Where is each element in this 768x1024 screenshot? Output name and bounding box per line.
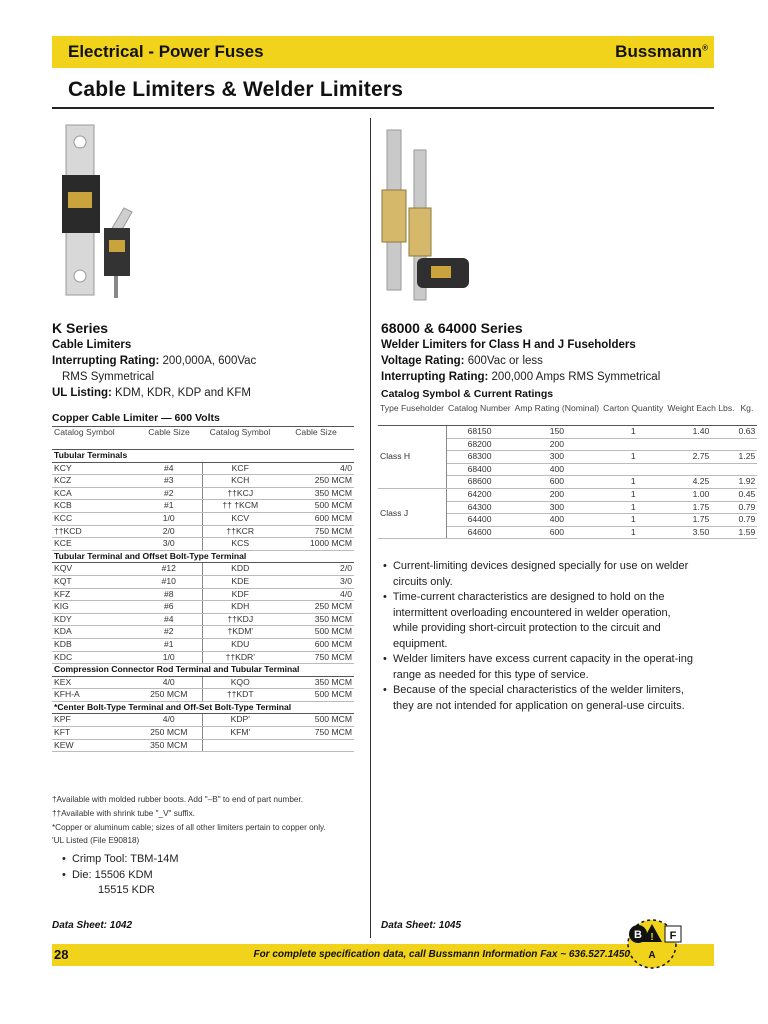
logo-letter-b: B <box>634 929 642 941</box>
table-cell: KCB <box>52 500 136 513</box>
table-cell: #10 <box>136 575 202 588</box>
list-item: • Die: 15506 KDM <box>62 868 153 881</box>
voltage-label: Voltage Rating: <box>381 355 465 367</box>
table-cell: KEX <box>52 676 136 689</box>
note-shrink-tube: ††Available with shrink tube "_V" suffix. <box>52 808 195 818</box>
table-cell: 750 MCM <box>278 727 354 740</box>
table-cell: #3 <box>136 475 202 488</box>
interrupting-label: Interrupting Rating: <box>52 355 160 367</box>
table-row <box>52 651 354 664</box>
table-cell: 2/0 <box>278 563 354 576</box>
note-ul-listed: 'UL Listed (File E90818) <box>52 836 140 846</box>
page-title: Cable Limiters & Welder Limiters <box>68 78 404 101</box>
section-label: Electrical - Power Fuses <box>68 42 264 61</box>
table-group-row <box>52 550 354 563</box>
table-cell: KDA <box>52 626 136 639</box>
table-cell: ††KDT <box>202 689 278 702</box>
table-cell: 250 MCM <box>278 475 354 488</box>
table-cell: 1.75 <box>665 514 736 527</box>
table-group-row <box>52 664 354 677</box>
table-cell: 0.45 <box>737 488 758 501</box>
table-cell: 1 <box>601 426 665 439</box>
table-cell: KQV <box>52 563 136 576</box>
page-number: 28 <box>54 947 69 962</box>
table-cell: KDB <box>52 638 136 651</box>
table-cell <box>601 438 665 451</box>
table-cell: ††KCJ <box>202 487 278 500</box>
baf-logo-icon <box>620 912 690 970</box>
table-cell: 1 <box>601 476 665 489</box>
welder-interrupting-value: 200,000 Amps RMS Symmetrical <box>491 371 661 383</box>
table-cell: 1 <box>601 526 665 539</box>
welder-series-title: 68000 & 64000 Series <box>381 320 523 336</box>
k-series-bullets <box>62 852 352 899</box>
table-cell: 200 <box>513 488 602 501</box>
table-cell: 500 MCM <box>278 500 354 513</box>
table-cell: 4/0 <box>136 714 202 727</box>
table-cell: #8 <box>136 588 202 601</box>
interrupting-value: 200,000A, 600Vac <box>162 355 257 367</box>
table-cell: KFM' <box>202 727 278 740</box>
list-item: 15515 KDR <box>98 884 155 896</box>
fuseholder-class: Class J <box>378 488 446 538</box>
table-cell: KDD <box>202 563 278 576</box>
table-group-row <box>52 450 354 463</box>
ul-value: KDM, KDR, KDP and KFM <box>115 387 251 399</box>
group-heading: *Center Bolt-Type Terminal and Off-Set Bolt-Type Terminal <box>52 701 354 714</box>
list-item: • Welder limiters have excess current capacity in the operat-ing range as needed for this type of service. <box>383 653 693 681</box>
voltage-value: 600Vac or less <box>467 355 543 367</box>
table-cell: 68400 <box>446 463 513 476</box>
table-cell <box>665 438 736 451</box>
table-cell: 68600 <box>446 476 513 489</box>
col-type-fuseholder: Type Fuseholder <box>378 403 446 426</box>
welder-limiter-table <box>378 403 757 539</box>
table-row <box>52 487 354 500</box>
table-cell: 300 <box>513 501 602 514</box>
table-row <box>52 538 354 551</box>
table-cell: KDC <box>52 651 136 664</box>
table-cell: #1 <box>136 638 202 651</box>
table-cell: 600 <box>513 526 602 539</box>
table-row <box>52 601 354 614</box>
table-cell: 1.75 <box>665 501 736 514</box>
table-cell: †† †KCM <box>202 500 278 513</box>
table-row <box>52 475 354 488</box>
table-cell: KDU <box>202 638 278 651</box>
table-cell: 500 MCM <box>278 689 354 702</box>
table-cell: KQO <box>202 676 278 689</box>
cable-limiter-table <box>52 426 354 752</box>
table-row <box>378 488 757 501</box>
table-cell: 1.25 <box>737 451 758 464</box>
table-row <box>52 727 354 740</box>
table-row <box>52 563 354 576</box>
table-cell: KFZ <box>52 588 136 601</box>
table-cell: 64200 <box>446 488 513 501</box>
table-row <box>52 575 354 588</box>
logo-warning-mark: ! <box>650 932 654 943</box>
table-cell: 3/0 <box>136 538 202 551</box>
k-series-specs <box>52 337 362 401</box>
table-cell: KCC <box>52 512 136 525</box>
col-weight-lbs: Weight Each Lbs. <box>665 403 736 426</box>
table-cell: 750 MCM <box>278 651 354 664</box>
welder-limiter-photo <box>375 120 475 305</box>
table-cell: KDY <box>52 613 136 626</box>
col-catalog-symbol-2: Catalog Symbol <box>209 427 271 437</box>
table-cell: 250 MCM <box>278 601 354 614</box>
note-molded-boots: †Available with molded rubber boots. Add "–B" to end of part number. <box>52 795 303 804</box>
col-cable-size-2: Cable Size <box>295 427 337 437</box>
registered-mark: ® <box>702 43 708 53</box>
table-cell: 0.79 <box>737 514 758 527</box>
table-cell: #6 <box>136 601 202 614</box>
group-heading: Compression Connector Rod Terminal and Tubular Terminal <box>52 664 354 677</box>
table-cell: 500 MCM <box>278 626 354 639</box>
table-cell: 600 MCM <box>278 638 354 651</box>
table-cell: KCH <box>202 475 278 488</box>
table-cell: 300 <box>513 451 602 464</box>
k-series-subtitle: Cable Limiters <box>52 339 132 351</box>
col-carton-quantity: Carton Quantity <box>601 403 665 426</box>
table-cell: 0.79 <box>737 501 758 514</box>
table-cell: KDH <box>202 601 278 614</box>
col-amp-rating: Amp Rating (Nominal) <box>513 403 602 426</box>
table-cell: 500 MCM <box>278 714 354 727</box>
table-row <box>52 714 354 727</box>
table-cell <box>665 463 736 476</box>
table-row <box>52 500 354 513</box>
table-cell: 350 MCM <box>136 739 202 752</box>
table-cell <box>202 739 278 752</box>
table-cell: KCE <box>52 538 136 551</box>
table-cell: ††KDJ <box>202 613 278 626</box>
table-row <box>52 512 354 525</box>
table-row <box>52 462 354 475</box>
table-cell: KFH-A <box>52 689 136 702</box>
table-cell: KEW <box>52 739 136 752</box>
logo-letter-f: F <box>669 930 677 942</box>
table-cell: 4/0 <box>278 462 354 475</box>
table-cell: KCA <box>52 487 136 500</box>
table-cell: †KDM' <box>202 626 278 639</box>
table-cell: #2 <box>136 487 202 500</box>
table-cell: 750 MCM <box>278 525 354 538</box>
table-cell: 1 <box>601 501 665 514</box>
table-cell: #1 <box>136 500 202 513</box>
welder-specs <box>381 337 716 385</box>
list-item: • Crimp Tool: TBM-14M <box>62 853 179 865</box>
table-cell: ††KCD <box>52 525 136 538</box>
table-cell: KFT <box>52 727 136 740</box>
table-cell: 1 <box>601 488 665 501</box>
table-cell: 1/0 <box>136 512 202 525</box>
table-cell: 2.75 <box>665 451 736 464</box>
column-divider <box>370 118 371 938</box>
k-series-title: K Series <box>52 320 109 336</box>
table-cell <box>278 739 354 752</box>
footer-contact: For complete specification data, call Bussmann Information Fax ~ 636.527.1450 <box>253 949 630 960</box>
welder-table-title: Catalog Symbol & Current Ratings <box>381 388 554 400</box>
table-cell: 1 <box>601 451 665 464</box>
table-row <box>52 613 354 626</box>
table-cell: 1/0 <box>136 651 202 664</box>
table-cell: KDE <box>202 575 278 588</box>
datasheet-ref-welder: Data Sheet: 1045 <box>381 920 462 931</box>
table-cell: 150 <box>513 426 602 439</box>
table-cell: 1.40 <box>665 426 736 439</box>
title-rule <box>52 107 714 109</box>
cable-table-notes <box>52 793 362 848</box>
table-cell: 1.59 <box>737 526 758 539</box>
table-cell: KCS <box>202 538 278 551</box>
cable-table-title: Copper Cable Limiter — 600 Volts <box>52 412 220 424</box>
table-cell: 250 MCM <box>136 727 202 740</box>
table-cell: 1000 MCM <box>278 538 354 551</box>
interrupting-continued: RMS Symmetrical <box>62 371 155 383</box>
table-cell: 400 <box>513 463 602 476</box>
table-cell: 1.92 <box>737 476 758 489</box>
table-row <box>52 638 354 651</box>
note-cable-material: *Copper or aluminum cable; sizes of all other limiters pertain to copper only. <box>52 822 326 832</box>
table-row <box>52 739 354 752</box>
table-row <box>52 689 354 702</box>
table-group-row <box>52 701 354 714</box>
table-cell: #4 <box>136 462 202 475</box>
col-catalog-symbol: Catalog Symbol <box>54 427 115 437</box>
table-cell: 350 MCM <box>278 613 354 626</box>
table-cell: 1 <box>601 514 665 527</box>
table-cell: 0.63 <box>737 426 758 439</box>
table-cell: 64300 <box>446 501 513 514</box>
logo-letter-a: A <box>648 950 656 961</box>
table-cell: KQT <box>52 575 136 588</box>
group-heading: Tubular Terminal and Offset Bolt-Type Terminal <box>52 550 354 563</box>
brand-name: Bussmann® <box>615 42 708 61</box>
group-heading: Tubular Terminals <box>52 450 354 463</box>
table-cell: 400 <box>513 514 602 527</box>
table-row <box>52 626 354 639</box>
table-cell: KIG <box>52 601 136 614</box>
table-cell: 1.00 <box>665 488 736 501</box>
table-cell: ††KCR <box>202 525 278 538</box>
col-weight-kg: Kg. <box>737 403 758 426</box>
table-cell: 600 MCM <box>278 512 354 525</box>
table-cell: ††KDR' <box>202 651 278 664</box>
table-row <box>52 525 354 538</box>
table-cell: 68200 <box>446 438 513 451</box>
table-cell: 3.50 <box>665 526 736 539</box>
table-cell: #12 <box>136 563 202 576</box>
table-cell: KPF <box>52 714 136 727</box>
table-cell: 4/0 <box>278 588 354 601</box>
ul-label: UL Listing: <box>52 387 112 399</box>
col-cable-size: Cable Size <box>148 427 190 437</box>
table-cell: 2/0 <box>136 525 202 538</box>
datasheet-ref-k: Data Sheet: 1042 <box>52 920 133 931</box>
table-cell: KCZ <box>52 475 136 488</box>
list-item: • Current-limiting devices designed specially for use on welder circuits only. <box>383 560 689 588</box>
col-catalog-number: Catalog Number <box>446 403 513 426</box>
table-cell: 350 MCM <box>278 487 354 500</box>
table-cell: 600 <box>513 476 602 489</box>
table-cell: KCV <box>202 512 278 525</box>
table-row <box>52 676 354 689</box>
table-cell: KDF <box>202 588 278 601</box>
fuseholder-class: Class H <box>378 426 446 489</box>
table-cell <box>601 463 665 476</box>
table-cell <box>737 463 758 476</box>
table-cell: 250 MCM <box>136 689 202 702</box>
cable-limiter-photo <box>52 120 162 305</box>
table-cell: 200 <box>513 438 602 451</box>
welder-bullets <box>381 559 696 714</box>
table-cell: 68150 <box>446 426 513 439</box>
table-cell: KCF <box>202 462 278 475</box>
table-cell: #2 <box>136 626 202 639</box>
table-cell: #4 <box>136 613 202 626</box>
table-cell: 4.25 <box>665 476 736 489</box>
welder-subtitle: Welder Limiters for Class H and J Fuseholders <box>381 339 636 351</box>
table-cell: 64400 <box>446 514 513 527</box>
welder-interrupting-label: Interrupting Rating: <box>381 371 489 383</box>
table-row <box>52 588 354 601</box>
table-cell: 350 MCM <box>278 676 354 689</box>
table-cell: 4/0 <box>136 676 202 689</box>
list-item: • Time-current characteristics are designed to hold on the intermittent overloading encountered in welder operation, while providing short-circuit protection to the circuit and equipment. <box>383 591 671 650</box>
table-row <box>378 426 757 439</box>
table-cell: 64600 <box>446 526 513 539</box>
table-cell: KCY <box>52 462 136 475</box>
table-cell: KDP' <box>202 714 278 727</box>
table-cell: 68300 <box>446 451 513 464</box>
table-cell <box>737 438 758 451</box>
table-cell: 3/0 <box>278 575 354 588</box>
list-item: • Because of the special characteristics of the welder limiters, they are not intended for application on general-use circuits. <box>383 684 685 712</box>
